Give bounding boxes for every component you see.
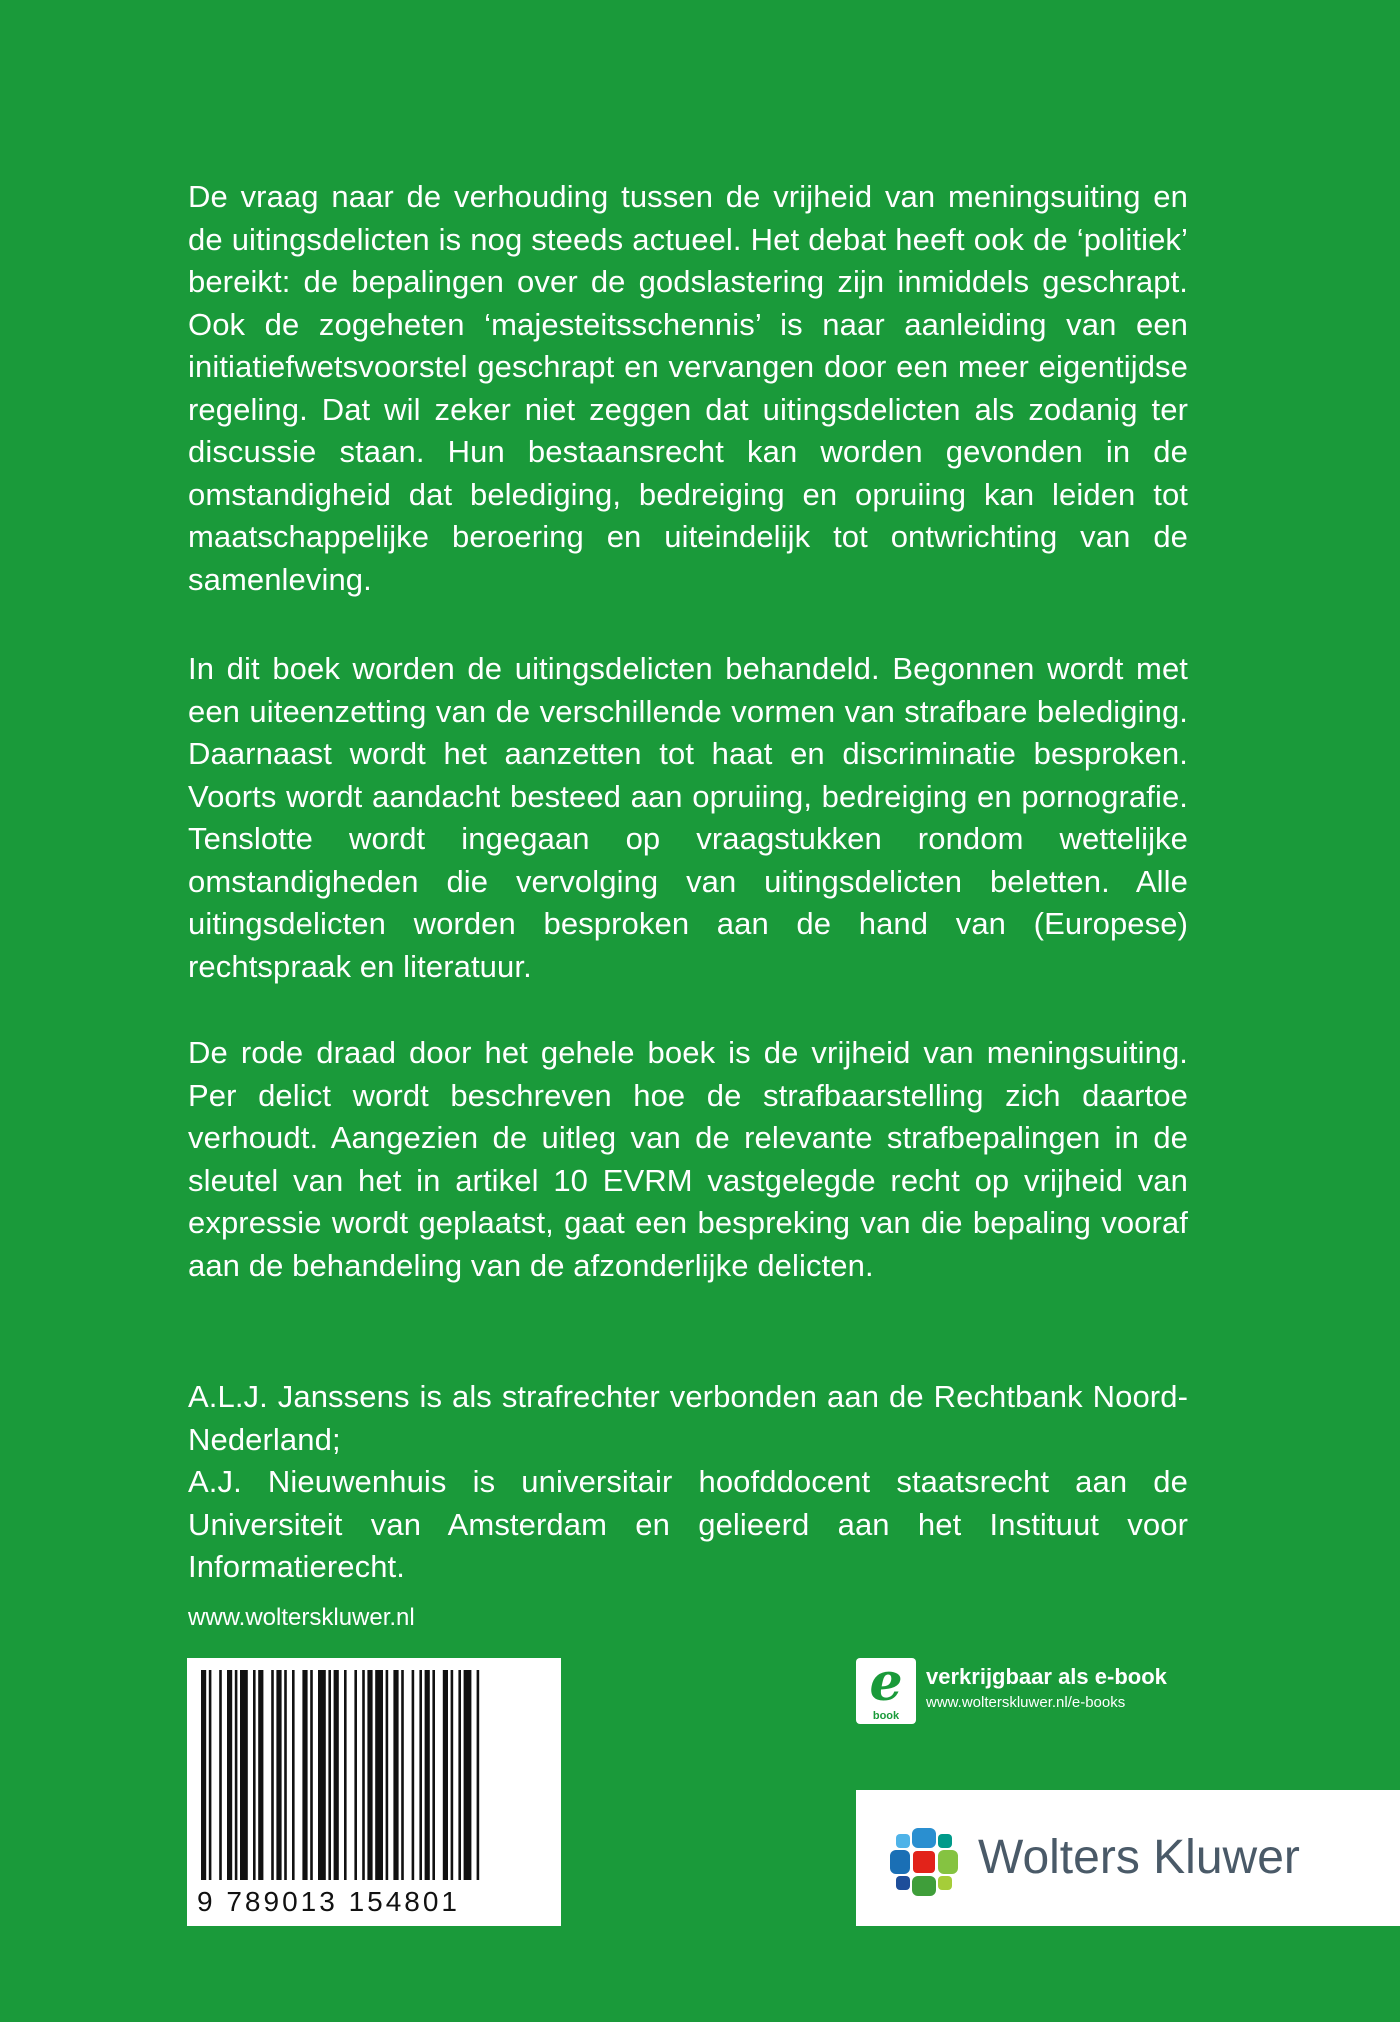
barcode-bar	[451, 1670, 454, 1880]
barcode-bar	[477, 1670, 480, 1880]
barcode-bars	[187, 1658, 561, 1888]
barcode-bar	[432, 1670, 435, 1880]
barcode-bar	[386, 1670, 389, 1880]
barcode-bar	[201, 1670, 206, 1880]
author-bios	[188, 1376, 1188, 1589]
barcode-bar	[318, 1670, 326, 1880]
barcode-bar	[258, 1670, 263, 1880]
barcode-bar	[209, 1670, 212, 1880]
publisher-logo-box	[856, 1790, 1400, 1926]
isbn-barcode	[187, 1658, 561, 1926]
barcode-bar	[367, 1670, 372, 1880]
barcode-bar	[276, 1670, 281, 1880]
barcode-bar	[253, 1670, 256, 1880]
barcode-bar	[302, 1670, 307, 1880]
barcode-bar	[344, 1670, 347, 1880]
barcode-bar	[375, 1670, 383, 1880]
publisher-website[interactable]: www.wolterskluwer.nl	[188, 1604, 415, 1631]
barcode-bar	[412, 1670, 415, 1880]
barcode-bar	[425, 1670, 430, 1880]
barcode-bar	[458, 1670, 461, 1880]
barcode-bar	[310, 1670, 313, 1880]
author-bio-2: A.J. Nieuwenhuis is universitair hoofddocent staatsrecht aan de Universiteit van Amsterdam en gelieerd aan het Instituut voor Informatierecht.	[188, 1464, 1188, 1584]
barcode-bar	[419, 1670, 422, 1880]
ebook-notice	[926, 1664, 1167, 1711]
publisher-name: Wolters Kluwer	[978, 1831, 1300, 1884]
barcode-bar	[464, 1670, 472, 1880]
ebook-label: verkrijgbaar als e-book	[926, 1664, 1167, 1689]
barcode-bar	[284, 1670, 287, 1880]
description-paragraph-2: In dit boek worden de uitingsdelicten behandeld. Begonnen wordt met een uiteenzetting van de verschillende vormen van strafbare belediging. Daarnaast wordt het aanzetten tot haat en discriminatie besproken. Voorts wordt aandacht besteed aan opruiing, bedreiging en pornografie. Tenslotte wordt ingegaan op vraagstukken rondom wettelijke omstandigheden die vervolging van uitingsdelicten beletten. Alle uitingsdelicten worden besproken aan de hand van (Europese) rechtspraak en literatuur.	[188, 651, 1188, 984]
barcode-bar	[235, 1670, 238, 1880]
ebook-icon: e book	[856, 1658, 916, 1724]
barcode-bar	[354, 1670, 357, 1880]
wolters-kluwer-logo-icon	[886, 1824, 962, 1900]
ebook-url[interactable]: www.wolterskluwer.nl/e-books	[926, 1694, 1126, 1711]
barcode-bar	[227, 1670, 232, 1880]
description-paragraph-1: De vraag naar de verhouding tussen de vrijheid van meningsuiting en de uitingsdelicten is nog steeds actueel. Het debat heeft ook de ‘politiek’ bereikt: de bepalingen over de godslastering zijn inmiddels geschrapt. Ook de zogeheten ‘majesteitsschennis’ is naar aanleiding van een initiatiefwetsvoorstel geschrapt en vervangen door een meer eigentijdse regeling. Dat wil zeker niet zeggen dat uitingsdelicten als zodanig ter discussie staan. Hun bestaansrecht kan worden gevonden in de omstandigheid dat belediging, bedreiging en opruiing kan leiden tot maatschappelijke beroering en uiteindelijk tot ontwrichting van de samenleving.	[188, 179, 1188, 597]
barcode-bar	[443, 1670, 448, 1880]
barcode-bar	[219, 1670, 222, 1880]
barcode-bar	[362, 1670, 365, 1880]
author-bio-1: A.L.J. Janssens is als strafrechter verbonden aan de Rechtbank Noord-Nederland;	[188, 1379, 1188, 1457]
barcode-bar	[292, 1670, 295, 1880]
barcode-bar	[334, 1670, 339, 1880]
barcode-bar	[271, 1670, 274, 1880]
barcode-bar	[401, 1670, 404, 1880]
barcode-bar	[393, 1670, 398, 1880]
barcode-bar	[328, 1670, 331, 1880]
barcode-number: 9 789013 154801	[197, 1886, 460, 1917]
barcode-bar	[240, 1670, 248, 1880]
description-paragraph-3: De rode draad door het gehele boek is de vrijheid van meningsuiting. Per delict wordt beschreven hoe de strafbaarstelling zich daartoe verhoudt. Aangezien de uitleg van de relevante strafbepalingen in de sleutel van het in artikel 10 EVRM vastgelegde recht op vrijheid van expressie wordt geplaatst, gaat een bespreking van die bepaling vooraf aan de behandeling van de afzonderlijke delicten.	[188, 1035, 1188, 1283]
